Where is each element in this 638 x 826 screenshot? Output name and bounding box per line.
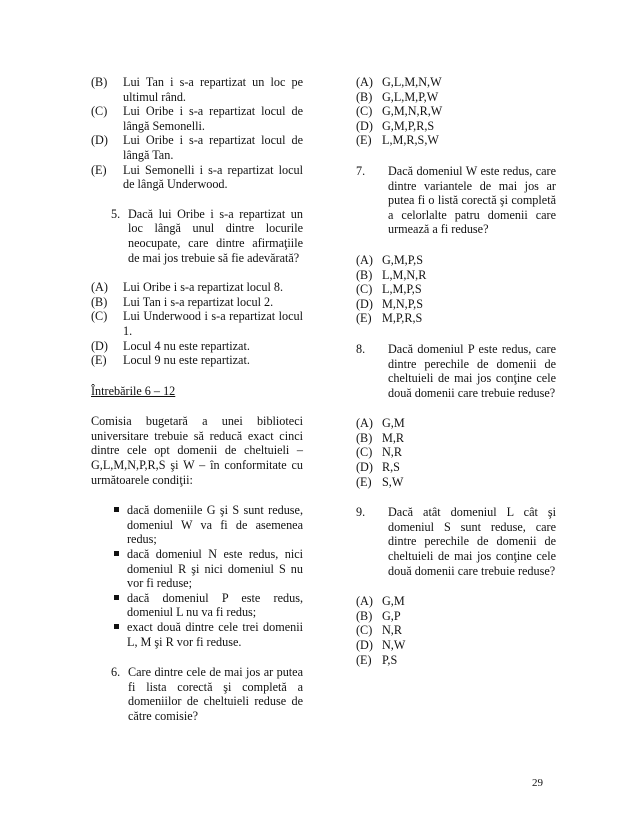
option-text: G,L,M,N,W [382,75,442,89]
option-text: S,W [382,474,404,489]
question-text: Dacă lui Oribe i s-a repartizat un loc lângă unul dintre locurile neocupate, care dintre afirmaţiile de mai jos trebuie să fie adevărată? [128,206,303,265]
answer-option [356,75,556,90]
option-text: Lui Underwood i s-a repartizat locul 1. [123,309,303,338]
answer-option [91,309,303,338]
option-text: G,M [382,594,405,609]
answer-option [356,133,556,148]
answer-option [91,295,303,310]
option-text: M,N,P,S [382,296,423,311]
answer-option [356,311,556,326]
question-number: 6. [111,665,121,680]
answer-option [356,609,556,624]
answer-option [356,297,556,312]
answer-option [356,282,556,297]
answer-option [91,133,303,162]
option-label: (D) [356,638,373,652]
option-text: G,M,N,R,W [382,104,443,119]
question-8 [356,342,556,400]
answer-option [356,104,556,119]
option-label: (B) [356,89,373,104]
option-text: R,S [382,460,400,475]
answer-option [356,653,556,668]
condition-text: dacă domeniile G şi S sunt reduse, domeniul W va fi de asemenea redus; [127,503,303,547]
question-9 [356,505,556,578]
option-label: (B) [356,608,373,623]
option-text: M,P,R,S [382,311,423,326]
option-label: (B) [91,294,108,309]
answer-option [356,416,556,431]
option-text: P,S [382,652,398,667]
right-column [356,75,556,667]
answer-option [356,594,556,609]
square-bullet-icon [114,624,119,629]
option-label: (E) [91,162,107,177]
answer-option [356,460,556,475]
page-number: 29 [532,777,543,789]
question-text: Dacă atât domeniul L cât şi domeniul S sunt reduse, care dintre perechile de domenii de cheltuieli de mai jos conţine cele două domenii care trebuie reduse? [388,505,556,578]
option-text: G,L,M,P,W [382,89,439,104]
option-label: (E) [356,474,372,489]
option-label: (D) [91,338,108,353]
condition-item [91,591,303,620]
option-label: (A) [356,416,373,431]
question-number: 8. [356,341,366,356]
option-text: G,M,P,S [382,252,423,267]
question-7 [356,164,556,237]
option-label: (B) [356,430,373,445]
answer-option [356,638,556,653]
option-label: (E) [356,133,372,148]
option-label: (A) [91,280,108,295]
option-label: (A) [356,75,373,89]
option-label: (C) [356,445,373,460]
option-label: (A) [356,594,373,609]
option-text: Locul 4 nu este repartizat. [123,338,250,353]
option-label: (E) [356,652,372,667]
answer-option [356,268,556,283]
option-text: L,M,N,R [382,267,427,282]
question-text: Dacă domeniul W este redus, care dintre variantele de mai jos ar putea fi o listă corectă şi completă a celorlalte patru domenii care urmează a fi reduse? [388,163,556,237]
option-label: (C) [356,282,373,297]
option-label: (B) [356,267,373,282]
answer-option [356,90,556,105]
option-text: Locul 9 nu este repartizat. [123,353,250,368]
answer-option [356,623,556,638]
square-bullet-icon [114,551,119,556]
square-bullet-icon [114,507,119,512]
answer-option [91,353,303,368]
answer-option [356,445,556,460]
answer-option [356,119,556,134]
question-text: Dacă domeniul P este redus, care dintre perechile de domenii de cheltuieli de mai jos conţine cele două domenii care trebuie reduse? [388,341,556,400]
answer-option [356,475,556,490]
option-label: (D) [356,296,373,311]
option-label: (C) [91,309,108,324]
answer-option [356,431,556,446]
option-label: (B) [91,75,108,89]
option-text: Lui Oribe i s-a repartizat locul de lângă Semonelli. [123,104,303,133]
question-6 [111,665,303,723]
answer-option [91,280,303,295]
section-heading: Întrebările 6 – 12 [91,383,176,398]
question-text: Care dintre cele de mai jos ar putea fi lista corectă şi completă a domeniilor de cheltuieli reduse de către comisie? [128,665,303,723]
square-bullet-icon [114,595,119,600]
option-text: Lui Tan i s-a repartizat locul 2. [123,294,274,309]
answer-option [356,253,556,268]
condition-text: dacă domeniul P este redus, domeniul L nu va fi redus; [127,590,303,620]
option-label: (A) [356,252,373,267]
option-text: G,M [382,416,405,431]
condition-item [91,503,303,547]
option-label: (E) [356,311,372,326]
answer-option [91,75,303,104]
option-text: Lui Oribe i s-a repartizat locul 8. [123,280,284,295]
option-text: Lui Oribe i s-a repartizat locul de lângă Tan. [123,133,303,162]
condition-item [91,547,303,591]
option-text: Lui Semonelli i s-a repartizat locul de lângă Underwood. [123,162,303,192]
intro-paragraph: Comisia bugetară a unei biblioteci universitare trebuie să reducă exact cinci dintre cele opt domenii de cheltuieli – G,L,M,N,P,R,S şi W – în conformitate cu următoarele condiţii: [91,414,303,487]
option-label: (D) [356,460,373,475]
option-text: N,R [382,445,402,460]
option-label: (C) [356,623,373,638]
condition-text: exact două dintre cele trei domenii L, M şi R vor fi reduse. [127,620,303,649]
question-number: 7. [356,163,366,178]
option-label: (D) [356,118,373,133]
option-text: Lui Tan i s-a repartizat un loc pe ultimul rând. [123,75,303,104]
left-column [91,75,303,724]
option-label: (C) [356,104,373,119]
condition-text: dacă domeniul N este redus, nici domeniul R şi nici domeniul S nu vor fi reduse; [127,547,303,591]
answer-option [91,104,303,133]
option-label: (E) [91,353,107,368]
question-5 [111,207,303,265]
option-text: L,M,R,S,W [382,133,439,148]
option-text: N,R [382,623,402,638]
question-number: 9. [356,505,366,520]
option-text: N,W [382,638,406,652]
answer-option [91,339,303,354]
condition-item [91,620,303,649]
option-text: G,M,P,R,S [382,118,435,133]
option-text: L,M,P,S [382,282,422,297]
answer-option [91,163,303,192]
option-label: (D) [91,133,108,148]
option-label: (C) [91,104,108,119]
question-number: 5. [111,206,121,221]
option-text: G,P [382,608,401,623]
option-text: M,R [382,430,405,445]
